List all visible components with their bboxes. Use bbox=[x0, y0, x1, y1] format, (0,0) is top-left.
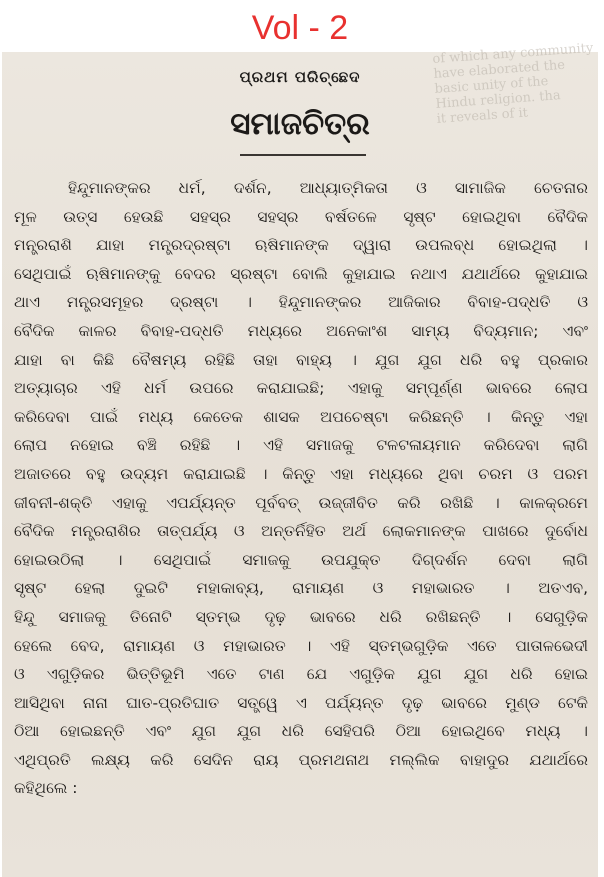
text-line: ଠିଆ ହୋଇଛନ୍ତି ଏବଂ ଯୁଗ ଯୁଗ ଧରି ସେହିପରି ଠିଆ ହୋଇଥିବେ ମଧ୍ୟ । bbox=[14, 722, 588, 741]
text-line: ବୈଦିକ କାଳର ବିବାହ-ପଦ୍ଧତି ମଧ୍ୟରେ ଅନେକାଂଶ ସାମ୍ୟ ବିଦ୍ୟମାନ; ଏବଂ bbox=[14, 321, 588, 340]
text-line: ସୃଷ୍ଟ ହେଲା ଦୁଇଟି ମହାକାବ୍ୟ, ରାମାୟଣ ଓ ମହାଭାରତ । ଅତଏବ, bbox=[14, 579, 588, 598]
page-title: ସମାଜଚିତ୍ର bbox=[230, 106, 370, 142]
text-line: ହିନ୍ଦୁମାନଙ୍କର ଧର୍ମ, ଦର୍ଶନ, ଆଧ୍ୟାତ୍ମିକତା ଓ ସାମାଜିକ ଚେତନାର bbox=[68, 179, 588, 197]
text-line: ଯାହା ବା କିଛି ବୈଷମ୍ୟ ରହିଛି ତାହା ବାହ୍ୟ । ଯୁଗ ଯୁଗ ଧରି ବହୁ ପ୍ରକାର bbox=[14, 350, 588, 369]
text-line: ଜୀବନୀ-ଶକ୍ତି ଏହାକୁ ଏପର୍ଯ୍ୟନ୍ତ ପୂର୍ବବତ୍ ଉଜ୍ଜୀବିତ କରି ରଖିଛି । କାଳକ୍ରମେ bbox=[14, 493, 588, 512]
text-line: ଥାଏ ମନ୍ତ୍ରସମୂହର ଦ୍ରଷ୍ଟା । ହିନ୍ଦୁମାନଙ୍କର ଆଜିକାର ବିବାହ-ପଦ୍ଧତି ଓ bbox=[14, 293, 588, 312]
text-line: ଏଥିପ୍ରତି ଲକ୍ଷ୍ୟ କରି ସେଦିନ ରାୟ ପ୍ରମଥନାଥ ମଲ୍ଲିକ ବାହାଦୁର ଯଥାର୍ଥରେ bbox=[14, 750, 588, 769]
text-line: ହେଲେ ବେଦ, ରାମାୟଣ ଓ ମହାଭାରତ । ଏହି ସ୍ତମ୍ଭଗୁଡ଼ିକ ଏତେ ପାତାଳଭେଦୀ bbox=[14, 636, 588, 655]
text-line: କହିଥିଲେ : bbox=[14, 779, 78, 798]
book-page bbox=[2, 40, 598, 877]
text-line: ଅତ୍ୟାଚାର ଏହି ଧର୍ମ ଉପରେ କରାଯାଇଛି; ଏହାକୁ ସମ୍ପୂର୍ଣ୍ଣ ଭାବରେ ଲୋପ bbox=[14, 379, 588, 398]
text-line: ଆସିଥିବା ନାନା ଘାତ-ପ୍ରତିଘାତ ସତ୍ତ୍ୱେ ଏ ପର୍ଯ୍ୟନ୍ତ ଦୃଢ଼ ଭାବରେ ମୁଣ୍ଡ ଟେକି bbox=[14, 693, 588, 712]
text-line: ହିନ୍ଦୁ ସମାଜକୁ ତିନୋଟି ସ୍ତମ୍ଭ ଦୃଢ଼ ଭାବରେ ଧରି ରଖିଛନ୍ତି । ସେଗୁଡ଼ିକ bbox=[14, 607, 588, 626]
text-line: ଅଜାତରେ ବହୁ ଉଦ୍ୟମ କରାଯାଇଛି । କିନ୍ତୁ ଏହା ମଧ୍ୟରେ ଥିବା ଚରମ ଓ ପରମ bbox=[14, 464, 588, 483]
text-line: ମନ୍ତ୍ରରାଶି ଯାହା ମନ୍ତ୍ରଦ୍ରଷ୍ଟା ଋଷିମାନଙ୍କ ଦ୍ୱାରା ଉପଲବ୍ଧ ହୋଇଥିଲା । bbox=[14, 236, 588, 255]
text-line: ଓ ଏଗୁଡ଼ିକର ଭିତ୍ତିଭୂମି ଏତେ ଟାଣ ଯେ ଏଗୁଡ଼ିକ ଯୁଗ ଯୁଗ ଧରି ହୋଇ bbox=[14, 665, 588, 684]
text-line: ହୋଇଉଠିଲା । ସେଥିପାଇଁ ସମାଜକୁ ଉପଯୁକ୍ତ ଦିଗ୍‌ଦର୍ଶନ ଦେବା ଲାଗି bbox=[14, 550, 588, 569]
text-line: ଲୋପ ନହୋଇ ବଞ୍ଚି ରହିଛି । ଏହି ସମାଜକୁ ଟଳଟଳାୟମାନ କରିଦେବା ଲାଗି bbox=[14, 436, 588, 455]
bleed-through-text: of which any community have elaborated the basic unity of the Hindu religion. tha it reveals of it bbox=[432, 40, 594, 127]
body-text bbox=[14, 174, 588, 803]
text-line: ସେଥିପାଇଁ ଋଷିମାନଙ୍କୁ ବେଦର ସ୍ରଷ୍ଟା ବୋଲି କୁହାଯାଇ ନଥାଏ ଯଥାର୍ଥରେ କୁହାଯାଇ bbox=[14, 264, 588, 283]
text-line: ମୂଳ ଉତ୍ସ ହେଉଛି ସହସ୍ର ସହସ୍ର ବର୍ଷତଳେ ସୃଷ୍ଟ ହୋଇଥିବା ବୈଦିକ bbox=[14, 207, 588, 226]
text-line: ବୈଦିକ ମନ୍ତ୍ରରାଶିର ତାତ୍ପର୍ଯ୍ୟ ଓ ଅନ୍ତର୍ନିହିତ ଅର୍ଥ ଲୋକମାନଙ୍କ ପାଖରେ ଦୁର୍ବୋଧ bbox=[14, 522, 588, 541]
title-underline bbox=[240, 154, 366, 156]
volume-label: Vol - 2 bbox=[251, 9, 349, 47]
text-line: କରିଦେବା ପାଇଁ ମଧ୍ୟ କେତେକ ଶାସକ ଅପଚେଷ୍ଟା କରିଛନ୍ତି । କିନ୍ତୁ ଏହା bbox=[14, 407, 588, 426]
chapter-heading: ପ୍ରଥମ ପରିଚ୍ଛେଦ bbox=[239, 68, 361, 86]
